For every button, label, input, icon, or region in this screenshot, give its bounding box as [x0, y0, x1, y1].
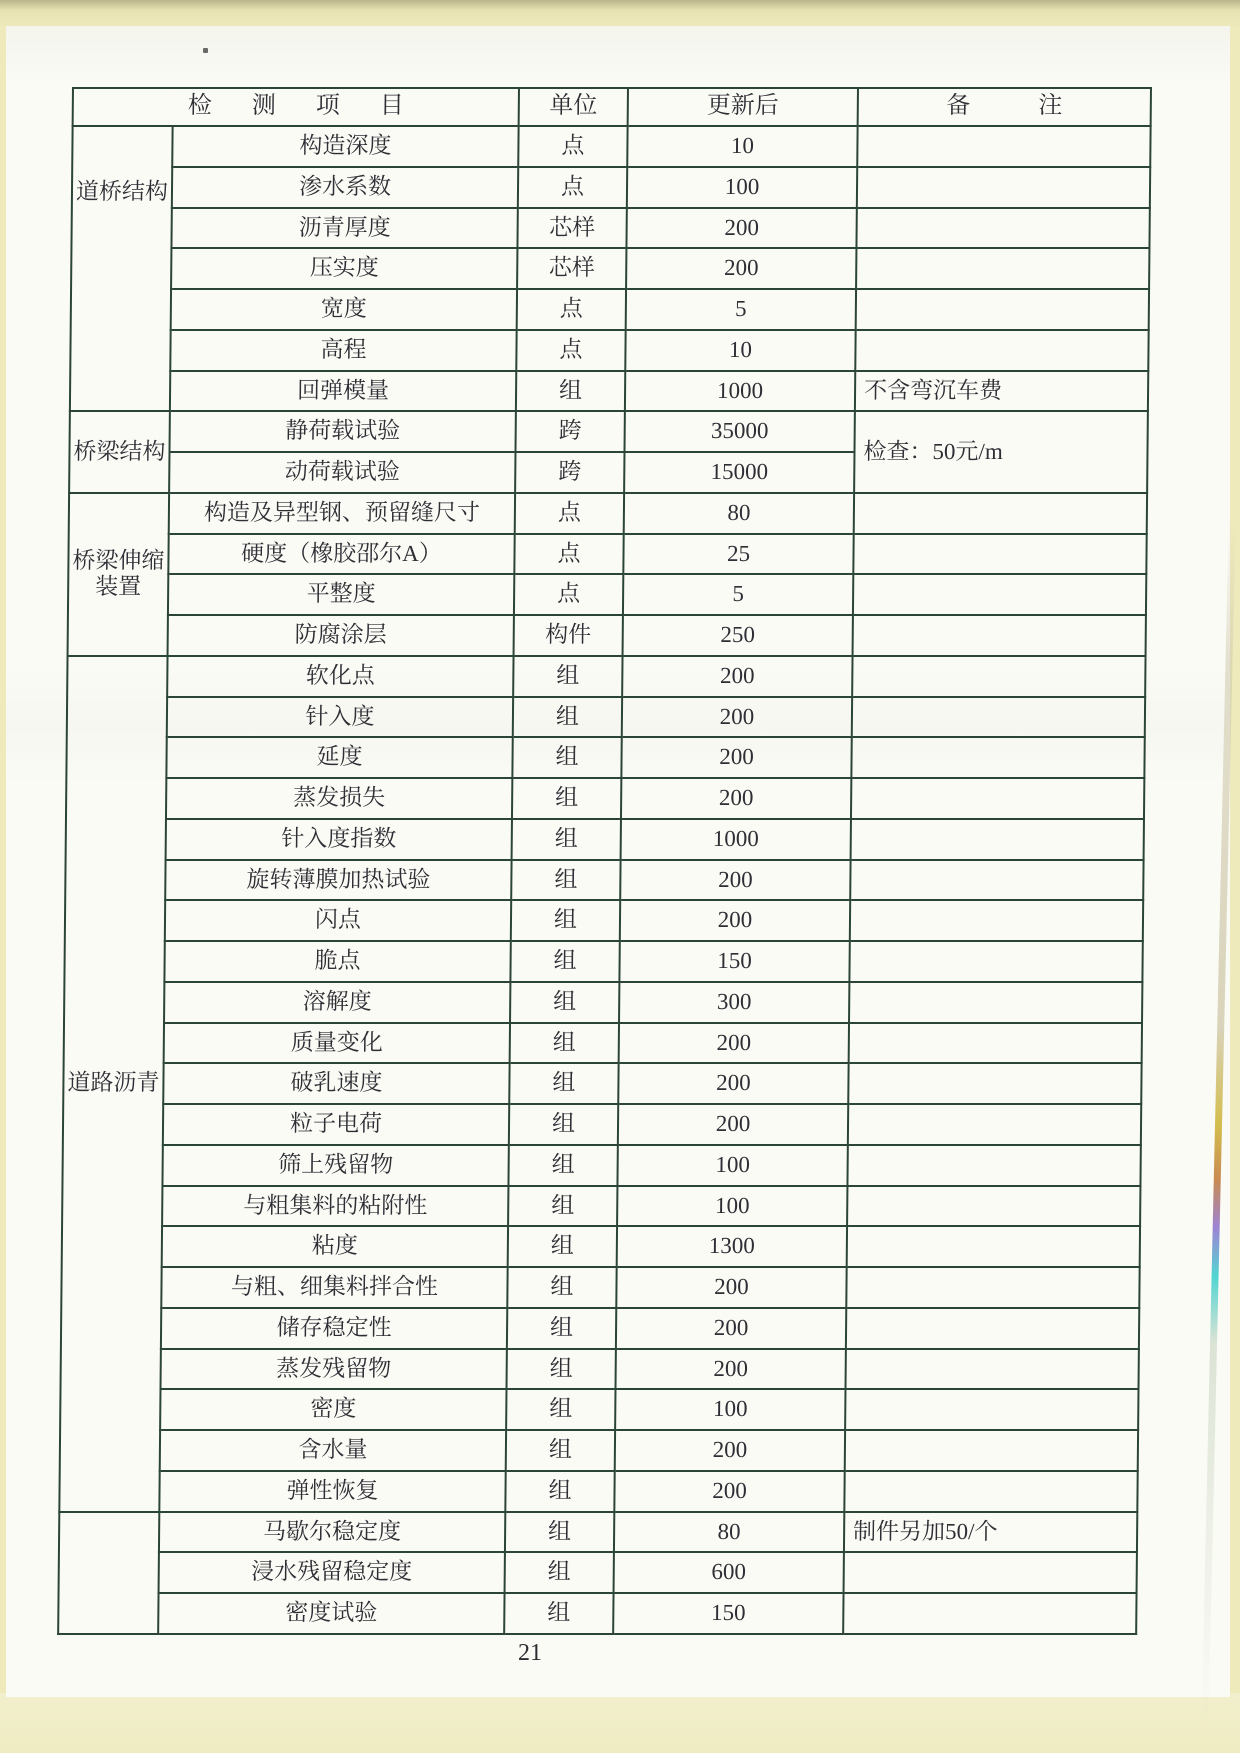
remark-cell [852, 697, 1145, 738]
value-cell: 150 [613, 1593, 843, 1634]
unit-cell: 组 [505, 1471, 614, 1512]
header-cell-item: 检测项目 [73, 88, 519, 126]
item-cell: 弹性恢复 [159, 1471, 505, 1512]
remark-cell [851, 737, 1144, 778]
remark-cell [848, 1063, 1141, 1104]
remark-cell [856, 208, 1149, 249]
table-row [70, 371, 1148, 412]
value-cell: 200 [618, 1104, 848, 1145]
item-cell: 筛上残留物 [162, 1145, 508, 1186]
value-cell: 300 [619, 982, 849, 1023]
value-cell: 200 [626, 208, 856, 249]
value-cell: 200 [615, 1430, 845, 1471]
table-row [71, 248, 1149, 289]
remark-cell [856, 289, 1149, 330]
group-cell: 道桥结构 [70, 126, 173, 411]
value-cell: 200 [620, 860, 850, 901]
unit-cell: 组 [506, 1349, 615, 1390]
item-cell: 脆点 [164, 941, 510, 982]
group-cell: 桥梁伸缩装置 [68, 493, 170, 656]
unit-cell: 组 [512, 819, 621, 860]
remark-cell [844, 1552, 1137, 1593]
remark-cell [851, 778, 1144, 819]
remark-cell [857, 167, 1150, 208]
value-cell: 80 [614, 1512, 844, 1553]
header-cell-updated: 更新后 [628, 88, 858, 126]
value-cell: 1000 [625, 371, 855, 412]
remark-cell [852, 656, 1145, 697]
unit-cell: 点 [515, 493, 624, 534]
item-cell: 构造及异型钢、预留缝尺寸 [169, 493, 515, 534]
unit-cell: 组 [504, 1593, 613, 1634]
unit-cell: 点 [517, 289, 626, 330]
value-cell: 15000 [624, 452, 854, 493]
remark-cell [846, 1267, 1139, 1308]
value-cell: 200 [621, 737, 851, 778]
table-row [67, 656, 1145, 697]
remark-cell [845, 1389, 1138, 1430]
item-cell: 储存稳定性 [161, 1308, 507, 1349]
item-cell: 沥青厚度 [171, 208, 517, 249]
header-cell-unit: 单位 [519, 88, 628, 126]
value-cell: 100 [617, 1145, 847, 1186]
table-row [60, 1430, 1138, 1471]
value-cell: 200 [620, 900, 850, 941]
unit-cell: 组 [506, 1389, 615, 1430]
table-row [67, 697, 1145, 738]
remark-cell [845, 1430, 1138, 1471]
item-cell: 防腐涂层 [168, 615, 514, 656]
item-cell: 与粗集料的粘附性 [162, 1186, 508, 1227]
table-row [59, 1552, 1137, 1593]
value-cell: 5 [626, 289, 856, 330]
item-cell: 粒子电荷 [163, 1104, 509, 1145]
item-cell: 与粗、细集料拌合性 [161, 1267, 507, 1308]
remark-cell [855, 330, 1148, 371]
remark-cell [846, 1308, 1139, 1349]
value-cell: 200 [616, 1267, 846, 1308]
table-row [69, 493, 1147, 534]
remark-cell [850, 860, 1143, 901]
unit-cell: 组 [513, 656, 622, 697]
unit-cell: 点 [514, 534, 623, 575]
remark-cell: 不含弯沉车费 [855, 371, 1148, 412]
table-row [60, 1349, 1138, 1390]
unit-cell: 组 [509, 1104, 618, 1145]
table-row [59, 1512, 1137, 1553]
unit-cell: 组 [511, 900, 620, 941]
table-row [71, 208, 1149, 249]
table-row [62, 1145, 1140, 1186]
remark-cell [854, 493, 1147, 534]
table-row [72, 167, 1150, 208]
unit-cell: 芯样 [517, 248, 626, 289]
item-cell: 硬度（橡胶邵尔A） [168, 534, 514, 575]
unit-cell: 构件 [514, 615, 623, 656]
unit-cell: 点 [514, 574, 623, 615]
value-cell: 200 [615, 1349, 845, 1390]
remark-cell [843, 1593, 1136, 1634]
item-cell: 软化点 [167, 656, 513, 697]
test-items-fee-table [57, 87, 1150, 1635]
value-cell: 200 [621, 778, 851, 819]
value-cell: 200 [619, 1023, 849, 1064]
value-cell: 10 [627, 126, 857, 167]
unit-cell: 组 [506, 1430, 615, 1471]
item-cell: 回弹模量 [170, 371, 516, 412]
table-row [64, 1023, 1142, 1064]
value-cell: 200 [616, 1308, 846, 1349]
item-cell: 动荷载试验 [169, 452, 515, 493]
item-cell: 压实度 [171, 248, 517, 289]
unit-cell: 组 [512, 737, 621, 778]
table-row [61, 1267, 1139, 1308]
value-cell: 100 [615, 1389, 845, 1430]
table-row [72, 126, 1150, 167]
table-row [69, 411, 1147, 452]
item-cell: 质量变化 [164, 1023, 510, 1064]
value-cell: 200 [614, 1471, 844, 1512]
unit-cell: 组 [508, 1186, 617, 1227]
fee-table [57, 87, 1152, 1635]
unit-cell: 组 [513, 697, 622, 738]
item-cell: 马歇尔稳定度 [159, 1512, 505, 1553]
item-cell: 闪点 [165, 900, 511, 941]
value-cell: 80 [624, 493, 854, 534]
value-cell: 150 [619, 941, 849, 982]
item-cell: 密度试验 [158, 1593, 504, 1634]
table-row [68, 574, 1146, 615]
table-row [66, 737, 1144, 778]
item-cell: 静荷载试验 [169, 411, 515, 452]
page-number: 21 [518, 1640, 542, 1666]
unit-cell: 组 [507, 1267, 616, 1308]
unit-cell: 组 [508, 1145, 617, 1186]
table-row [58, 1593, 1136, 1634]
item-cell: 构造深度 [172, 126, 518, 167]
unit-cell: 组 [512, 778, 621, 819]
table-row [66, 778, 1144, 819]
item-cell: 蒸发残留物 [160, 1349, 506, 1390]
item-cell: 旋转薄膜加热试验 [165, 860, 511, 901]
item-cell: 溶解度 [164, 982, 510, 1023]
table-row [59, 1471, 1137, 1512]
unit-cell: 芯样 [517, 208, 626, 249]
unit-cell: 组 [510, 941, 619, 982]
unit-cell: 组 [505, 1552, 614, 1593]
group-cell [58, 1512, 159, 1634]
table-row [62, 1186, 1140, 1227]
value-cell: 25 [623, 534, 853, 575]
value-cell: 250 [623, 615, 853, 656]
remark-cell [849, 982, 1142, 1023]
item-cell: 粘度 [162, 1226, 508, 1267]
remark-cell: 检查：50元/m [854, 411, 1148, 493]
value-cell: 35000 [624, 411, 854, 452]
remark-cell [849, 1023, 1142, 1064]
item-cell: 平整度 [168, 574, 514, 615]
item-cell: 破乳速度 [163, 1063, 509, 1104]
unit-cell: 组 [510, 982, 619, 1023]
table-row [71, 289, 1149, 330]
header-cell-remark: 备注 [858, 88, 1151, 126]
item-cell: 针入度指数 [166, 819, 512, 860]
item-cell: 高程 [170, 330, 516, 371]
remark-cell [850, 900, 1143, 941]
remark-cell [853, 574, 1146, 615]
value-cell: 10 [625, 330, 855, 371]
item-cell: 渗水系数 [172, 167, 518, 208]
table-row [63, 1104, 1141, 1145]
table-row [62, 1226, 1140, 1267]
table-row [63, 1063, 1141, 1104]
remark-cell [847, 1186, 1140, 1227]
unit-cell: 组 [505, 1512, 614, 1553]
unit-cell: 点 [518, 126, 627, 167]
scan-frame-bottom [0, 1693, 1240, 1753]
unit-cell: 组 [510, 1023, 619, 1064]
unit-cell: 组 [516, 371, 625, 412]
item-cell: 延度 [166, 737, 512, 778]
table-row [66, 819, 1144, 860]
remark-cell [853, 615, 1146, 656]
table-row [65, 900, 1143, 941]
table-row [68, 615, 1146, 656]
group-cell: 道路沥青 [59, 656, 167, 1512]
remark-cell [847, 1145, 1140, 1186]
table-row [64, 982, 1142, 1023]
remark-cell [845, 1349, 1138, 1390]
remark-cell [844, 1471, 1137, 1512]
header-row [73, 88, 1151, 126]
remark-cell [847, 1226, 1140, 1267]
value-cell: 1000 [621, 819, 851, 860]
remark-cell [857, 126, 1150, 167]
value-cell: 600 [614, 1552, 844, 1593]
item-cell: 蒸发损失 [166, 778, 512, 819]
remark-cell [848, 1104, 1141, 1145]
remark-cell [851, 819, 1144, 860]
value-cell: 1300 [617, 1226, 847, 1267]
unit-cell: 组 [511, 860, 620, 901]
item-cell: 针入度 [167, 697, 513, 738]
remark-cell [856, 248, 1149, 289]
item-cell: 宽度 [171, 289, 517, 330]
value-cell: 200 [618, 1063, 848, 1104]
value-cell: 100 [627, 167, 857, 208]
table-row [68, 534, 1146, 575]
remark-cell: 制件另加50/个 [844, 1512, 1137, 1553]
value-cell: 200 [622, 656, 852, 697]
remark-cell [849, 941, 1142, 982]
value-cell: 5 [623, 574, 853, 615]
unit-cell: 组 [509, 1063, 618, 1104]
table-row [60, 1389, 1138, 1430]
unit-cell: 跨 [515, 411, 624, 452]
unit-cell: 点 [516, 330, 625, 371]
value-cell: 100 [617, 1186, 847, 1227]
value-cell: 200 [626, 248, 856, 289]
item-cell: 含水量 [160, 1430, 506, 1471]
table-row [64, 941, 1142, 982]
table-body [58, 126, 1150, 1634]
table-row [65, 860, 1143, 901]
unit-cell: 组 [507, 1308, 616, 1349]
item-cell: 密度 [160, 1389, 506, 1430]
unit-cell: 跨 [515, 452, 624, 493]
scan-speck [203, 48, 208, 53]
group-cell: 桥梁结构 [69, 411, 170, 493]
remark-cell [853, 534, 1146, 575]
table-row [61, 1308, 1139, 1349]
unit-cell: 组 [508, 1226, 617, 1267]
table-row [70, 330, 1148, 371]
unit-cell: 点 [518, 167, 627, 208]
value-cell: 200 [622, 697, 852, 738]
item-cell: 浸水残留稳定度 [159, 1552, 505, 1593]
